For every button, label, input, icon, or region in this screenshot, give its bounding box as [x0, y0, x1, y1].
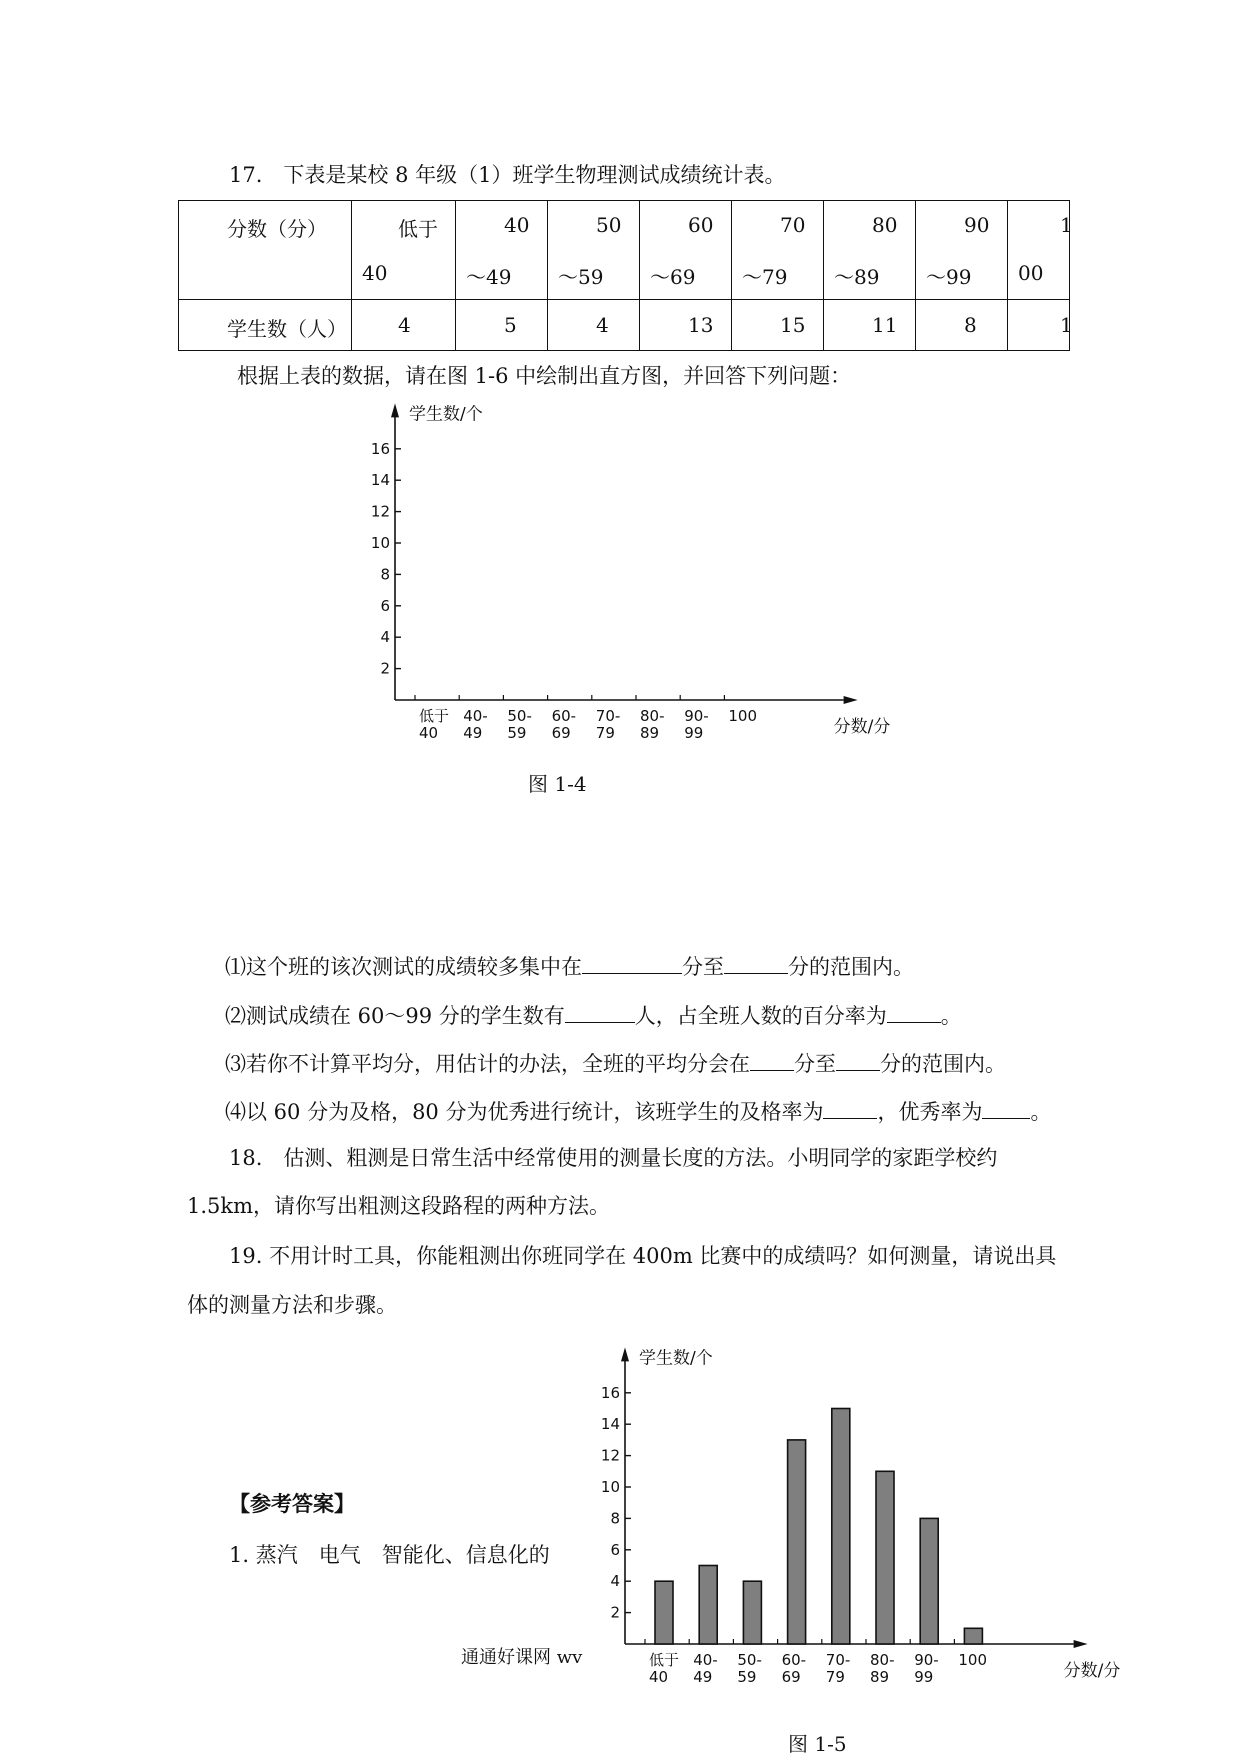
- range-cell: [732, 201, 824, 300]
- count-cell: [640, 300, 732, 351]
- x-tick-label: 低于: [419, 707, 450, 725]
- count-value: 11: [872, 313, 898, 337]
- answer-blank[interactable]: [836, 1050, 880, 1071]
- x-tick-label: 69: [551, 724, 571, 742]
- histogram-bar: [832, 1409, 850, 1645]
- x-tick-label: 80-: [870, 1651, 895, 1669]
- question-17-instruction: 根据上表的数据，请在图 1-6 中绘制出直方图，并回答下列问题：: [237, 364, 852, 388]
- y-tick-label: 14: [370, 471, 390, 490]
- y-tick-label: 6: [610, 1540, 620, 1559]
- count-header-cell: [179, 300, 352, 351]
- y-tick-label: 14: [600, 1415, 620, 1434]
- question-18-line-1: 18. 估测、粗测是日常生活中经常使用的测量长度的方法。小明同学的家距学校约: [229, 1146, 998, 1170]
- y-tick-label: 2: [610, 1603, 620, 1622]
- x-tick-label: 40-: [463, 707, 488, 725]
- y-tick-label: 6: [380, 596, 390, 615]
- range-cell: [548, 201, 640, 300]
- y-tick-label: 4: [610, 1572, 620, 1591]
- x-tick-label: 70-: [825, 1651, 851, 1669]
- question-17-part-1: [225, 953, 914, 978]
- x-tick-label: 40: [649, 1668, 669, 1686]
- range-cell: [640, 201, 732, 300]
- count-cell: [456, 300, 548, 351]
- answer-blank[interactable]: [724, 953, 788, 974]
- q3-text-b: 分至: [794, 1052, 836, 1076]
- range-top: 70: [780, 213, 806, 237]
- x-tick-label: 89: [640, 724, 660, 742]
- count-value: 13: [688, 313, 714, 337]
- y-axis-arrow-icon: [391, 403, 399, 417]
- q2-text-a: ⑵测试成绩在 60～99 分的学生数有: [225, 1004, 565, 1028]
- q3-text-c: 分的范围内。: [880, 1052, 1006, 1076]
- x-tick-label: 60-: [781, 1651, 807, 1669]
- question-17-stem: 17. 下表是某校 8 年级（1）班学生物理测试成绩统计表。: [229, 163, 786, 187]
- x-tick-label: 70-: [595, 707, 621, 725]
- count-value: 15: [780, 313, 806, 337]
- chart-1-5-plot: [601, 1347, 1120, 1686]
- chart-1-4-plot: [371, 403, 890, 742]
- x-tick-label: 100: [958, 1651, 988, 1669]
- histogram-bar: [920, 1518, 938, 1644]
- histogram-bar: [964, 1628, 982, 1644]
- score-statistics-table: [178, 200, 1073, 351]
- y-tick-label: 10: [600, 1478, 620, 1496]
- figure-1-4-blank-histogram: [350, 378, 891, 760]
- y-axis-label: 学生数/个: [409, 404, 483, 425]
- range-cell: [916, 201, 1008, 300]
- answer-blank[interactable]: [582, 953, 682, 974]
- score-header-label: 分数（分）: [227, 217, 327, 241]
- histogram-bar: [743, 1581, 761, 1644]
- student-count-row: [179, 300, 1070, 351]
- count-cell: [916, 300, 1008, 351]
- histogram-bar: [788, 1440, 806, 1644]
- count-value: 5: [504, 313, 517, 337]
- y-tick-label: 8: [610, 1509, 620, 1528]
- q1-text-c: 分的范围内。: [788, 955, 914, 979]
- question-19-line-2: 体的测量方法和步骤。: [187, 1293, 397, 1317]
- count-value: 8: [964, 313, 977, 337]
- range-top: 1: [1060, 213, 1073, 237]
- x-axis-label: 分数/分: [1063, 1661, 1121, 1681]
- question-19-line-1: 19. 不用计时工具，你能粗测出你班同学在 400m 比赛中的成绩吗？如何测量，请说出具: [229, 1244, 1057, 1268]
- question-18-line-2: 1.5km，请你写出粗测这段路程的两种方法。: [187, 1194, 611, 1218]
- x-tick-label: 59: [507, 724, 527, 742]
- x-tick-label: 80-: [640, 707, 665, 725]
- x-tick-label: 100: [728, 707, 758, 725]
- q3-text-a: ⑶若你不计算平均分，用估计的办法，全班的平均分会在: [225, 1052, 750, 1076]
- count-cell: [352, 300, 456, 351]
- q4-text-c: 。: [1030, 1100, 1052, 1124]
- range-cell: [352, 201, 456, 300]
- range-cell: [456, 201, 548, 300]
- answer-blank[interactable]: [887, 1002, 941, 1023]
- x-tick-label: 79: [595, 724, 615, 742]
- range-cell: [1008, 201, 1073, 300]
- y-axis-label: 学生数/个: [639, 1348, 713, 1369]
- y-tick-label: 10: [370, 534, 390, 552]
- range-bottom: ～89: [834, 265, 880, 289]
- x-axis-label: 分数/分: [833, 717, 891, 737]
- x-axis-arrow-icon: [1074, 1640, 1088, 1648]
- y-tick-label: 16: [600, 1383, 620, 1402]
- q2-text-b: 人，占全班人数的百分率为: [634, 1004, 887, 1028]
- figure-1-4-caption: 图 1-4: [528, 772, 587, 796]
- range-bottom: ～59: [558, 265, 604, 289]
- range-top: 60: [688, 213, 714, 237]
- count-cell: [824, 300, 916, 351]
- question-17-part-4: [225, 1098, 1051, 1123]
- range-top: 低于: [398, 217, 438, 241]
- range-top: 50: [596, 213, 622, 237]
- count-cell: [732, 300, 824, 351]
- x-tick-label: 50-: [507, 707, 532, 725]
- count-value: 1: [1060, 313, 1073, 337]
- x-axis-arrow-icon: [844, 696, 858, 704]
- count-header-label: 学生数（人）: [227, 317, 347, 341]
- x-tick-label: 40-: [693, 1651, 718, 1669]
- x-tick-label: 90-: [914, 1651, 939, 1669]
- answer-blank[interactable]: [982, 1098, 1030, 1119]
- q1-text-b: 分至: [682, 955, 724, 979]
- range-top: 80: [872, 213, 898, 237]
- question-17-part-2: [225, 1002, 962, 1027]
- q4-text-b: ，优秀率为: [877, 1100, 983, 1124]
- y-tick-label: 2: [380, 659, 390, 678]
- answer-blank[interactable]: [823, 1098, 877, 1119]
- range-bottom: ～99: [926, 265, 972, 289]
- x-tick-label: 99: [684, 724, 704, 742]
- count-value: 4: [398, 313, 411, 337]
- footer-site-text: 通通好课网 wv: [461, 1647, 583, 1668]
- histogram-bar: [699, 1566, 717, 1645]
- y-tick-label: 8: [380, 565, 390, 584]
- histogram-bar: [655, 1581, 673, 1644]
- answers-heading: 【参考答案】: [229, 1491, 355, 1516]
- answer-blank[interactable]: [565, 1002, 635, 1023]
- y-tick-label: 12: [370, 502, 390, 521]
- range-bottom: ～79: [742, 265, 788, 289]
- range-bottom: 00: [1018, 261, 1044, 285]
- x-tick-label: 59: [737, 1668, 757, 1686]
- x-tick-label: 49: [463, 724, 483, 742]
- answer-item-1: 1. 蒸汽 电气 智能化、信息化的: [229, 1543, 550, 1567]
- score-range-row: [179, 201, 1070, 300]
- x-tick-label: 69: [781, 1668, 801, 1686]
- figure-1-5-histogram: [580, 1322, 1121, 1704]
- figure-1-5-caption: 图 1-5: [788, 1732, 847, 1756]
- x-tick-label: 49: [693, 1668, 713, 1686]
- y-tick-label: 16: [370, 439, 390, 458]
- x-tick-label: 低于: [649, 1651, 680, 1669]
- x-tick-label: 90-: [684, 707, 709, 725]
- y-tick-label: 12: [600, 1446, 620, 1465]
- score-header-cell: [179, 201, 352, 300]
- count-value: 4: [596, 313, 609, 337]
- x-tick-label: 40: [419, 724, 439, 742]
- x-tick-label: 60-: [551, 707, 577, 725]
- count-cell: [1008, 300, 1073, 351]
- q2-text-c: 。: [940, 1004, 962, 1028]
- histogram-bar: [876, 1471, 894, 1644]
- range-cell: [824, 201, 916, 300]
- y-tick-label: 4: [380, 628, 390, 647]
- question-17-part-3: [225, 1050, 1006, 1075]
- y-axis-arrow-icon: [621, 1347, 629, 1361]
- x-tick-label: 89: [870, 1668, 890, 1686]
- x-tick-label: 79: [825, 1668, 845, 1686]
- q1-text-a: ⑴这个班的该次测试的成绩较多集中在: [225, 955, 582, 979]
- x-tick-label: 99: [914, 1668, 934, 1686]
- range-bottom: ～69: [650, 265, 696, 289]
- x-tick-label: 50-: [737, 1651, 762, 1669]
- range-bottom: ～49: [466, 265, 512, 289]
- range-top: 90: [964, 213, 990, 237]
- range-bottom: 40: [362, 261, 388, 285]
- q4-text-a: ⑷以 60 分为及格，80 分为优秀进行统计，该班学生的及格率为: [225, 1100, 824, 1124]
- range-top: 40: [504, 213, 530, 237]
- count-cell: [548, 300, 640, 351]
- answer-blank[interactable]: [750, 1050, 794, 1071]
